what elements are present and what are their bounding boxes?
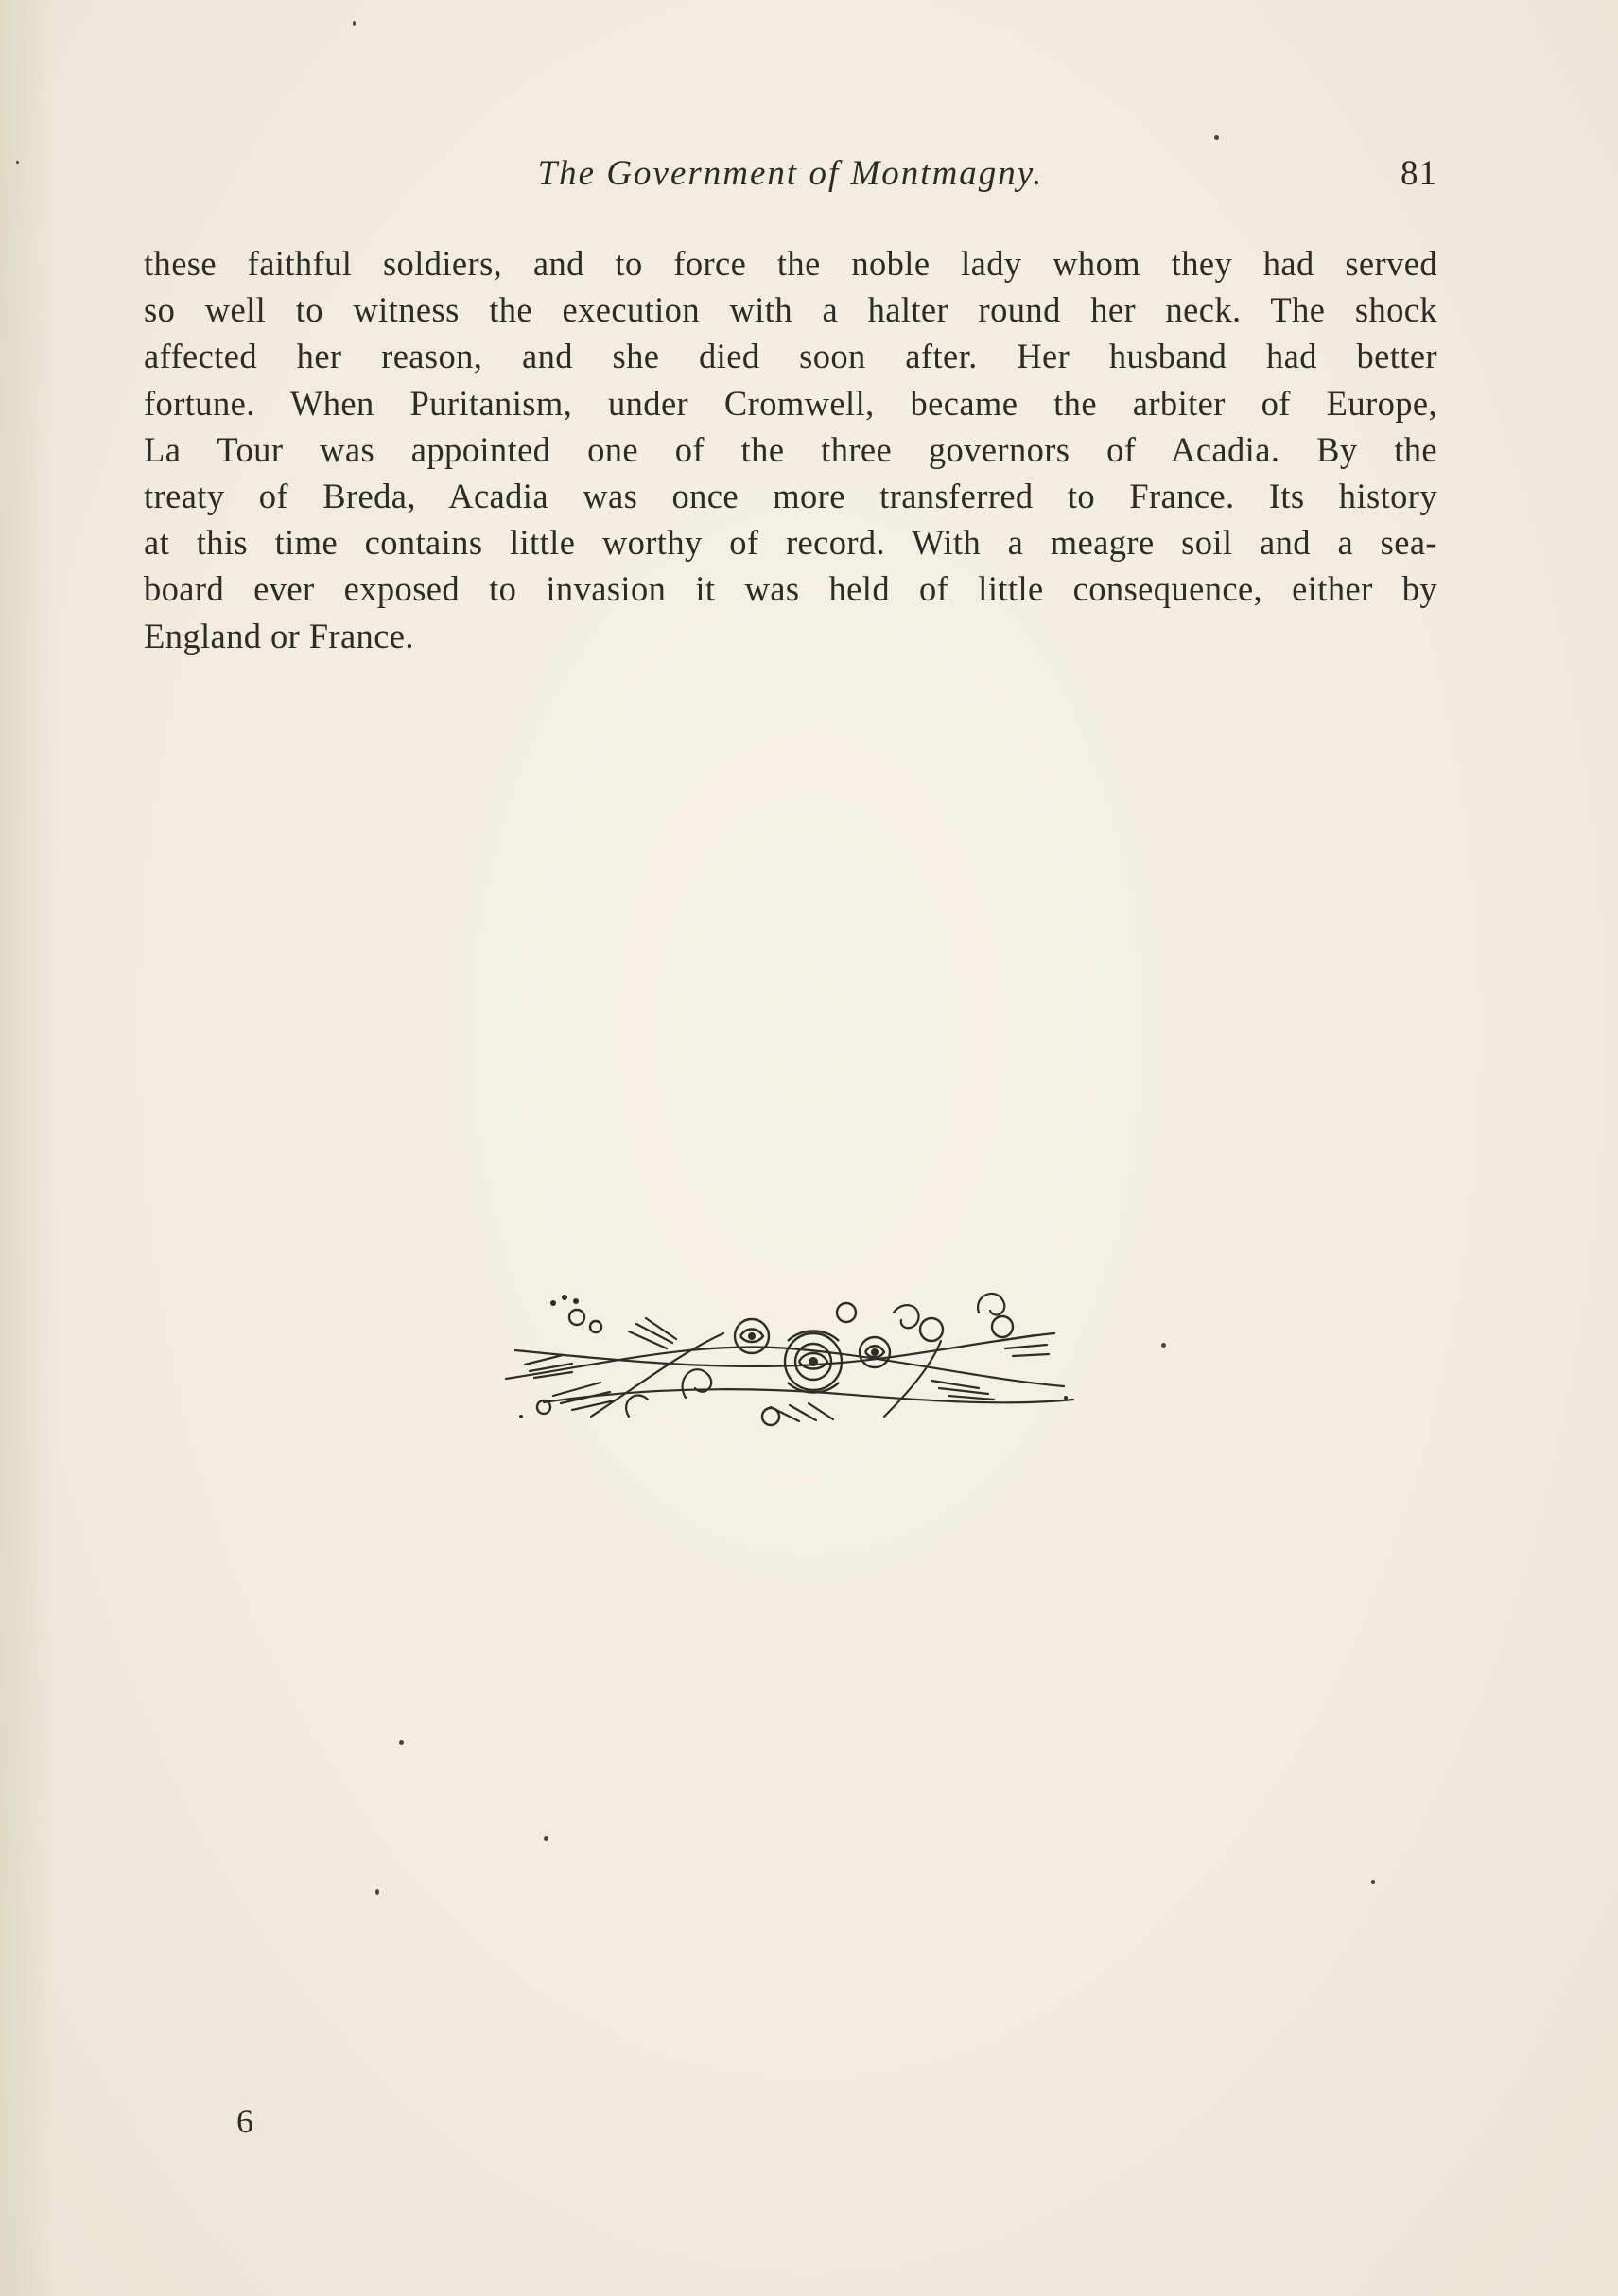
text-line: England or France. xyxy=(144,616,414,655)
running-head xyxy=(144,153,1437,206)
paper-speck xyxy=(399,1740,404,1745)
paper-speck xyxy=(16,161,19,164)
text-line: fortune. When Puritanism, under Cromwell, became the arbiter of Europe, xyxy=(144,383,1437,423)
text-line: at this time contains little worthy of record. With a meagre soil and a sea- xyxy=(144,523,1437,563)
signature-mark: 6 xyxy=(236,2102,253,2140)
paper-speck xyxy=(375,1889,379,1895)
text-line: treaty of Breda, Acadia was once more transferred to France. Its history xyxy=(144,476,1437,515)
text-line: board ever exposed to invasion it was held of little consequence, either by xyxy=(144,569,1437,609)
running-title: The Government of Montmagny. xyxy=(537,154,1044,193)
paper-speck xyxy=(544,1836,548,1841)
text-line: so well to witness the execution with a halter round her neck. The shock xyxy=(144,290,1437,330)
paper-speck xyxy=(1214,135,1219,140)
page-number: 81 xyxy=(1401,154,1437,193)
text-line: affected her reason, and she died soon after. Her husband had better xyxy=(144,337,1437,376)
text-line: La Tour was appointed one of the three governors of Acadia. By the xyxy=(144,429,1437,469)
paper-speck xyxy=(353,21,356,26)
text-line: these faithful soldiers, and to force the noble lady whom they had served xyxy=(144,244,1437,283)
paper-speck xyxy=(1371,1880,1375,1884)
paper-speck xyxy=(1161,1343,1166,1348)
floral-tailpiece-icon xyxy=(487,1275,1083,1435)
body-paragraph xyxy=(144,240,1437,659)
